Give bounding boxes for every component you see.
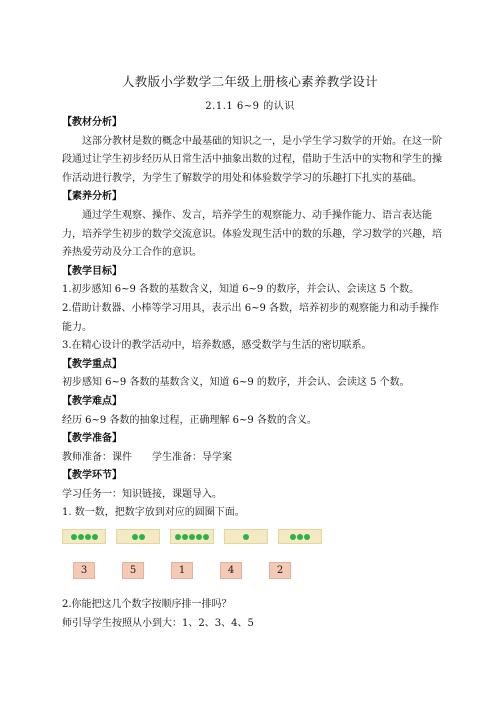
green-bead-icon — [243, 534, 249, 540]
green-bead-icon — [71, 534, 77, 540]
goal-item-1: 1.初步感知 6~9 各数的基数含义，知道 6~9 的数序，并会认、会读这 5 个数。 — [62, 284, 420, 296]
green-bead-icon — [189, 534, 195, 540]
bead-groups-row — [62, 527, 442, 545]
key-points-text: 初步感知 6~9 各数的基数含义，知道 6~9 的数序，并会认、会读这 5 个数。 — [62, 377, 410, 389]
number-card[interactable]: 4 — [220, 562, 242, 579]
document-subtitle: 2.1.1 6~9 的认识 — [205, 101, 295, 112]
green-bead-icon — [132, 534, 138, 540]
goal-item-2: 2.借助计数器、小棒等学习用具，表示出 6~9 各数，培养初步的观察能力和动手操作能力。 — [62, 302, 440, 333]
green-bead-icon — [196, 534, 202, 540]
number-card[interactable]: 3 — [73, 562, 95, 579]
bead-group-box — [224, 529, 268, 544]
bead-group-box — [116, 529, 160, 544]
goals-heading: 【教学目标】 — [62, 265, 122, 277]
preparation-line — [62, 449, 442, 468]
teacher-prep: 教师准备：课件 — [62, 451, 132, 463]
document-body — [62, 114, 442, 633]
student-prep: 学生准备：导学案 — [152, 451, 232, 463]
green-bead-icon — [175, 534, 181, 540]
literacy-heading: 【素养分析】 — [62, 191, 122, 203]
green-bead-icon — [182, 534, 188, 540]
question-2-answer: 师引导学生按照从小到大：1、2、3、4、5 — [62, 617, 254, 629]
analysis-heading: 【教材分析】 — [62, 117, 122, 128]
green-bead-icon — [78, 534, 84, 540]
analysis-paragraph: 这部分教材是数的概念中最基础的知识之一，是小学生学习数学的开始。在这一阶段通过让学生初步经历从日常生活中抽象出数的过程，借助于生活中的实物和学生的操作活动进行教学，为学生了解数学的用处和体验数学学习的乐趣打下扎实的基础。 — [62, 135, 442, 184]
bead-group-box — [170, 529, 214, 544]
question-1: 1. 数一数，把数字放到对应的圆圈下面。 — [62, 507, 245, 519]
question-2: 2.你能把这几个数字按顺序排一排吗？ — [62, 599, 232, 611]
key-points-heading: 【教学重点】 — [62, 358, 122, 370]
task-1: 学习任务一：知识链接，课题导入。 — [62, 488, 222, 500]
green-bead-icon — [92, 534, 98, 540]
literacy-paragraph: 通过学生观察、操作、发言，培养学生的观察能力、动手操作能力、语言表达能力，培养学生初步的数学交流意识。体验发现生活中的数的乐趣，学习数学的兴趣，培养热爱劳动及分工合作的意识。 — [62, 209, 442, 259]
number-card[interactable]: 2 — [269, 562, 291, 579]
green-bead-icon — [85, 534, 91, 540]
number-card[interactable]: 1 — [171, 562, 193, 579]
bead-group-box — [278, 529, 322, 544]
number-cards-row — [73, 562, 442, 584]
green-bead-icon — [203, 534, 209, 540]
bead-group-box — [62, 529, 106, 544]
green-bead-icon — [304, 534, 310, 540]
green-bead-icon — [139, 534, 145, 540]
green-bead-icon — [297, 534, 303, 540]
preparation-heading: 【教学准备】 — [62, 433, 122, 445]
number-card[interactable]: 5 — [122, 562, 144, 579]
difficulties-text: 经历 6~9 各数的抽象过程，正确理解 6~9 各数的含义。 — [62, 414, 317, 426]
steps-heading: 【教学环节】 — [62, 470, 122, 482]
difficulties-heading: 【教学难点】 — [62, 395, 122, 407]
goal-item-3: 3.在精心设计的教学活动中，培养数感，感受数学与生活的密切联系。 — [62, 340, 372, 352]
document-title: 人教版小学数学二年级上册核心素养教学设计 — [121, 74, 378, 89]
green-bead-icon — [290, 534, 296, 540]
